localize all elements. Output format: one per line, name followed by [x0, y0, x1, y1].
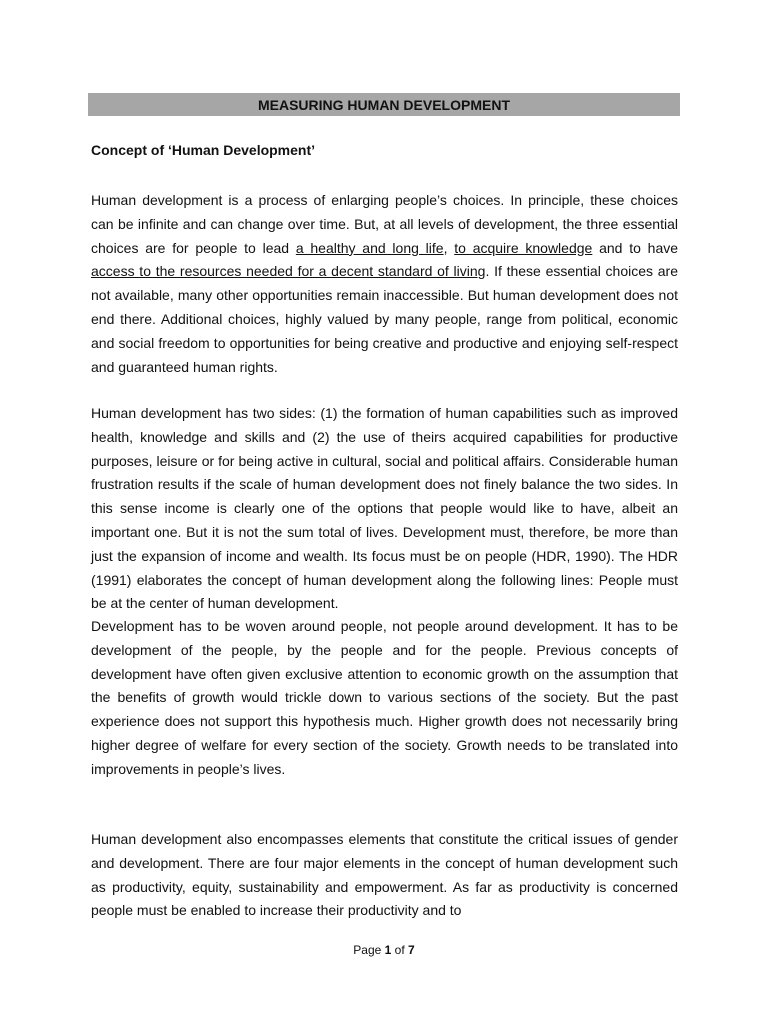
footer-current-page: 1 — [384, 943, 392, 957]
paragraph-4: Human development also encompasses elements that constitute the critical issues of gender and development. There are four major elements in the concept of human development such as productivity, equity, sustainability and empowerment. As far as productivity is concerned people must be enabled to increase their productivity and to — [91, 831, 678, 919]
paragraph-1-part-1: Human development is a process of enlarging people’s choices. In principle, these choices can be infinite and can change over time. But, at all levels of development, the three essential choices are for people to lead — [91, 192, 678, 256]
title-bar — [88, 93, 680, 116]
paragraph-3: Development has to be woven around people, not people around development. It has to be development of the people, by the people and for the people. Previous concepts of development have often given exclusive attention to economic growth on the assumption that the benefits of growth would trickle down to various sections of the society. But the past experience does not support this hypothesis much. Higher growth does not necessarily bring higher degree of welfare for every section of the society. Growth needs to be translated into improvements in people’s lives. — [91, 618, 678, 777]
underlined-access-resources: access to the resources needed for a decent standard of living — [91, 263, 486, 280]
underlined-acquire-knowledge: to acquire knowledge — [454, 239, 593, 256]
paragraph-1-part-2: and to have — [592, 239, 679, 256]
paragraph-1 — [91, 189, 678, 379]
document-title: MEASURING HUMAN DEVELOPMENT — [257, 96, 510, 113]
paragraph-1-separator: , — [443, 239, 455, 256]
section-heading: Concept of ‘Human Development’ — [91, 142, 316, 158]
underlined-healthy-long-life: a healthy and long life — [295, 239, 444, 256]
footer-of-word: of — [394, 943, 405, 957]
footer-page-word: Page — [353, 943, 382, 957]
paragraph-1-part-3: . If these essential choices are not available, many other opportunities remain inaccessible. But human development does not end there. Additional choices, highly valued by many people, range from political, economic and social freedom to opportunities for being creative and productive and enjoying self-respect and guaranteed human rights. — [91, 263, 678, 375]
page-footer — [0, 943, 768, 957]
paragraph-2: Human development has two sides: (1) the formation of human capabilities such as improved health, knowledge and skills and (2) the use of theirs acquired capabilities for productive purposes, leisure or for being active in cultural, social and political affairs. Considerable human frustration results if the scale of human development does not finely balance the two sides. In this sense income is clearly one of the options that people would like to have, albeit an important one. But it is not the sum total of lives. Development must, therefore, be more than just the expansion of income and wealth. Its focus must be on people (HDR, 1990). The HDR (1991) elaborates the concept of human development along the following lines: People must be at the center of human development. — [91, 405, 678, 612]
footer-total-pages: 7 — [408, 943, 415, 957]
